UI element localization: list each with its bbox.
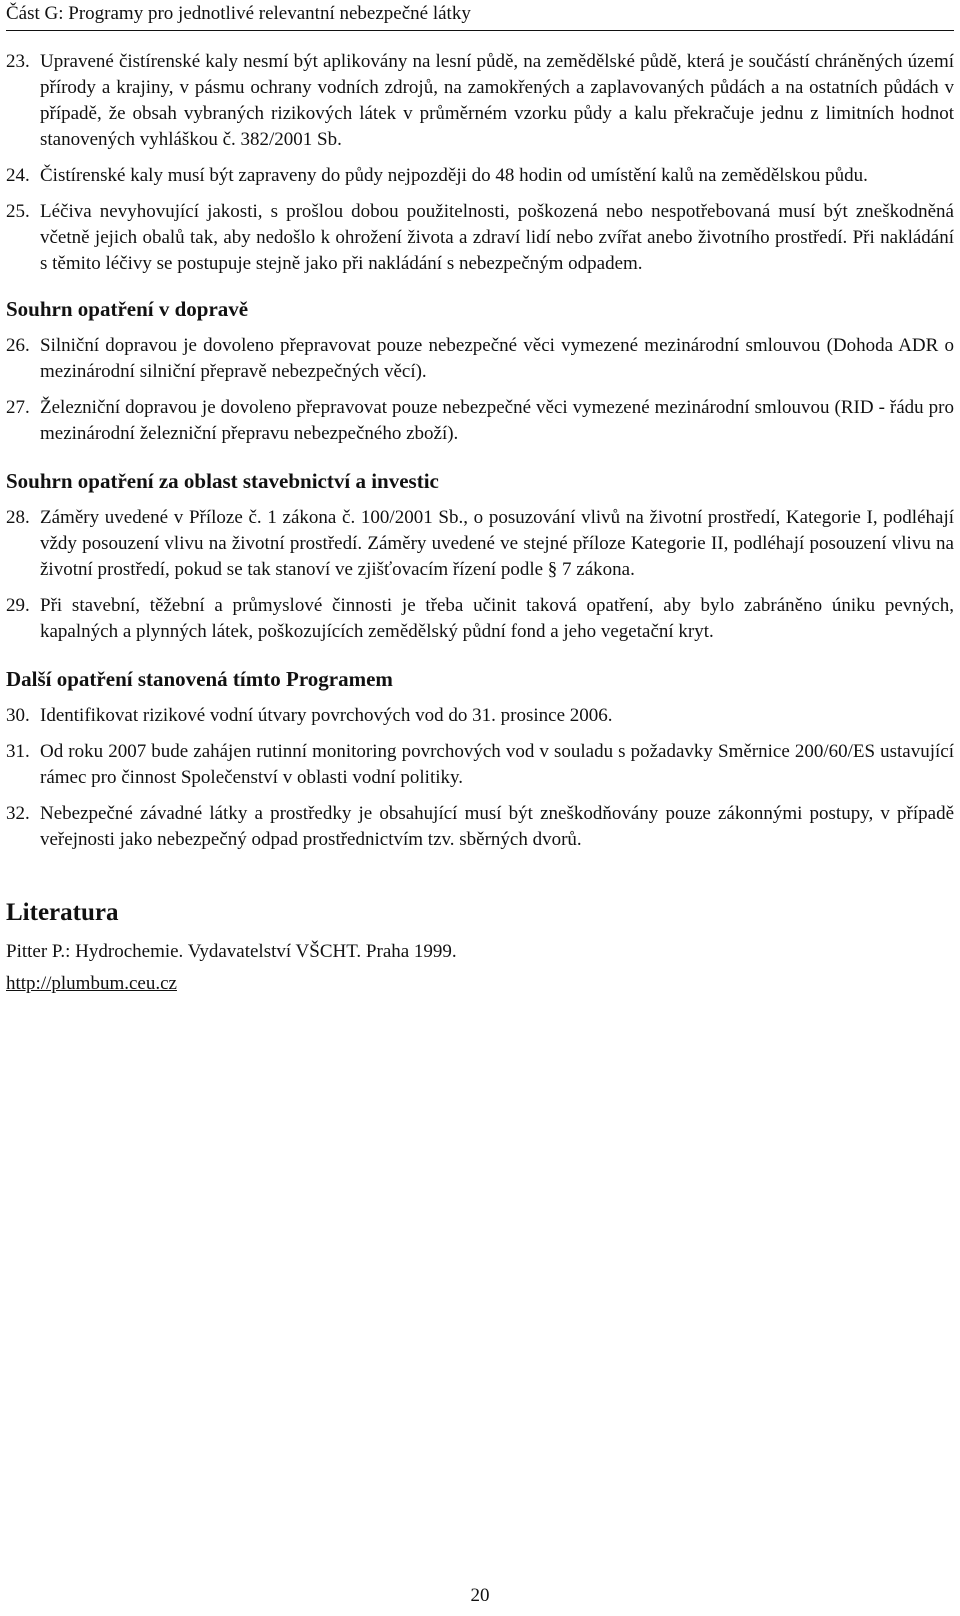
list-item-27: [6, 395, 954, 447]
item-number: 32.: [6, 803, 30, 824]
item-text: Léčiva nevyhovující jakosti, s prošlou dobou použitelnosti, poškozená nebo nespotřebovaná musí být zneškodněná včetně jejich obalů tak, aby nedošlo k ohrožení života a zdraví lidí nebo zvířat anebo životního prostředí. Při nakládání s těmito léčivy se postupuje stejně jako při nakládání s nebezpečným odpadem.: [40, 201, 954, 274]
list-item-32: [6, 801, 954, 853]
item-text: Železniční dopravou je dovoleno přepravovat pouze nebezpečné věci vymezené mezinárodní smlouvou (RID - řádu pro mezinárodní železniční přepravu nebezpečného zboží).: [40, 397, 954, 444]
header-title: Část G: Programy pro jednotlivé relevantní nebezpečné látky: [6, 3, 471, 24]
item-number: 26.: [6, 335, 30, 356]
document-page: [6, 0, 954, 1616]
item-number: 24.: [6, 165, 30, 186]
literature-reference: Pitter P.: Hydrochemie. Vydavatelství VŠCHT. Praha 1999.: [6, 941, 457, 962]
item-text: Od roku 2007 bude zahájen rutinní monitoring povrchových vod v souladu s požadavky Směrnice 200/60/ES ustavující rámec pro činnost Společenství v oblasti vodní politiky.: [40, 741, 954, 788]
list-item-24: [6, 163, 954, 189]
literature-heading: Literatura: [6, 899, 119, 926]
list-item-25: [6, 199, 954, 277]
item-text: Identifikovat rizikové vodní útvary povrchových vod do 31. prosince 2006.: [40, 705, 613, 726]
section-heading-construction: Souhrn opatření za oblast stavebnictví a investic: [6, 469, 439, 493]
section-heading-other: Další opatření stanovená tímto Programem: [6, 667, 393, 691]
list-item-31: [6, 739, 954, 791]
item-text: Silniční dopravou je dovoleno přepravovat pouze nebezpečné věci vymezené mezinárodní smlouvou (Dohoda ADR o mezinárodní silniční přepravě nebezpečných věcí).: [40, 335, 954, 382]
item-text: Upravené čistírenské kaly nesmí být aplikovány na lesní půdě, na zemědělské půdě, která je součástí chráněných území přírody a krajiny, v pásmu ochrany vodních zdrojů, na zamokřených a zaplavovaných půdách a na ostatních půdách v případě, že obsah vybraných rizikových látek v průměrném vzorku půdy a kalu překračuje jednu z limitních hodnot stanovených vyhláškou č. 382/2001 Sb.: [40, 51, 954, 150]
list-item-23: [6, 49, 954, 153]
item-number: 29.: [6, 595, 30, 616]
section-heading-transport: Souhrn opatření v dopravě: [6, 297, 249, 321]
item-number: 27.: [6, 397, 30, 418]
list-item-30: [6, 703, 954, 729]
list-item-29: [6, 593, 954, 645]
page-number: 20: [470, 1585, 490, 1606]
item-text: Při stavební, těžební a průmyslové činnosti je třeba učinit taková opatření, aby bylo zabráněno úniku pevných, kapalných a plynných látek, poškozujících zemědělský půdní fond a jeho vegetační kryt.: [40, 595, 954, 642]
document-content: [6, 31, 954, 997]
item-number: 30.: [6, 705, 30, 726]
item-number: 23.: [6, 51, 30, 72]
page-header: [6, 0, 954, 31]
item-number: 28.: [6, 507, 30, 528]
literature-link[interactable]: http://plumbum.ceu.cz: [6, 973, 177, 994]
list-item-26: [6, 333, 954, 385]
item-number: 25.: [6, 201, 30, 222]
item-text: Nebezpečné závadné látky a prostředky je obsahující musí být zneškodňovány pouze zákonnými postupy, v případě veřejnosti jako nebezpečný odpad prostřednictvím tzv. sběrných dvorů.: [40, 803, 954, 850]
list-item-28: [6, 505, 954, 583]
item-text: Záměry uvedené v Příloze č. 1 zákona č. 100/2001 Sb., o posuzování vlivů na životní prostředí, Kategorie I, podléhají vždy posouzení vlivu na životní prostředí. Záměry uvedené ve stejné příloze Kategorie II, podléhají posouzení vlivu na životní prostředí, pokud se tak stanoví ve zjišťovacím řízení podle § 7 zákona.: [40, 507, 954, 580]
item-text: Čistírenské kaly musí být zapraveny do půdy nejpozději do 48 hodin od umístění kalů na zemědělskou půdu.: [40, 165, 868, 186]
item-number: 31.: [6, 741, 30, 762]
